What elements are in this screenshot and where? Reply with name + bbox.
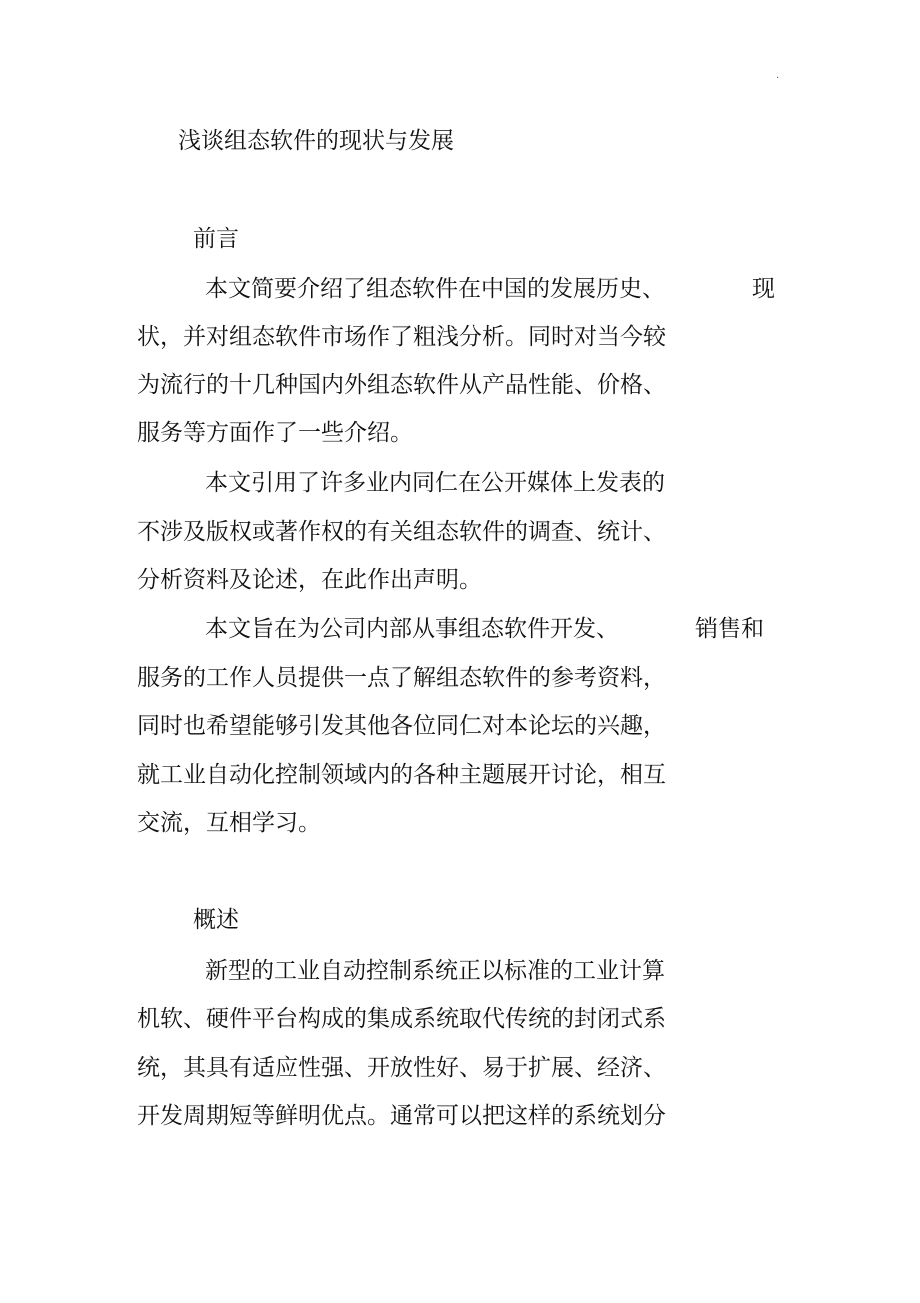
preface-p3-line4: 就工业自动化控制领域内的各种主题展开讨论，相互 <box>137 762 666 788</box>
preface-p2-line1: 本文引用了许多业内同仁在公开媒体上发表的 <box>205 470 665 496</box>
preface-p1-line2: 状，并对组态软件市场作了粗浅分析。同时对当今较 <box>137 324 666 350</box>
preface-p1-line3: 为流行的十几种国内外组态软件从产品性能、价格、 <box>137 372 666 398</box>
overview-p1-line2: 机软、硬件平台构成的集成系统取代传统的封闭式系 <box>137 1006 666 1032</box>
preface-p1-line1: 本文简要介绍了组态软件在中国的发展历史、 <box>205 276 665 302</box>
preface-p2-line3: 分析资料及论述，在此作出声明。 <box>137 567 482 593</box>
preface-p3-line1-tail: 销售和 <box>695 616 764 642</box>
preface-p1-line1-tail: 现 <box>752 276 775 302</box>
preface-p3-line5: 交流，互相学习。 <box>137 810 321 836</box>
document-title: 浅谈组态软件的现状与发展 <box>178 128 454 154</box>
overview-p1-line3: 统，其具有适应性强、开放性好、易于扩展、经济、 <box>137 1055 666 1081</box>
overview-p1-line4: 开发周期短等鲜明优点。通常可以把这样的系统划分 <box>137 1103 666 1129</box>
preface-heading: 前言 <box>193 226 239 252</box>
overview-heading: 概述 <box>193 907 239 933</box>
preface-p2-line2: 不涉及版权或著作权的有关组态软件的调查、统计、 <box>137 519 666 545</box>
corner-mark: . <box>776 70 780 81</box>
preface-p3-line3: 同时也希望能够引发其他各位同仁对本论坛的兴趣， <box>137 713 666 739</box>
overview-p1-line1: 新型的工业自动控制系统正以标准的工业计算 <box>205 958 665 984</box>
preface-p3-line1: 本文旨在为公司内部从事组态软件开发、 <box>205 616 619 642</box>
preface-p3-line2: 服务的工作人员提供一点了解组态软件的参考资料， <box>137 665 666 691</box>
preface-p1-line4: 服务等方面作了一些介绍。 <box>137 420 413 446</box>
